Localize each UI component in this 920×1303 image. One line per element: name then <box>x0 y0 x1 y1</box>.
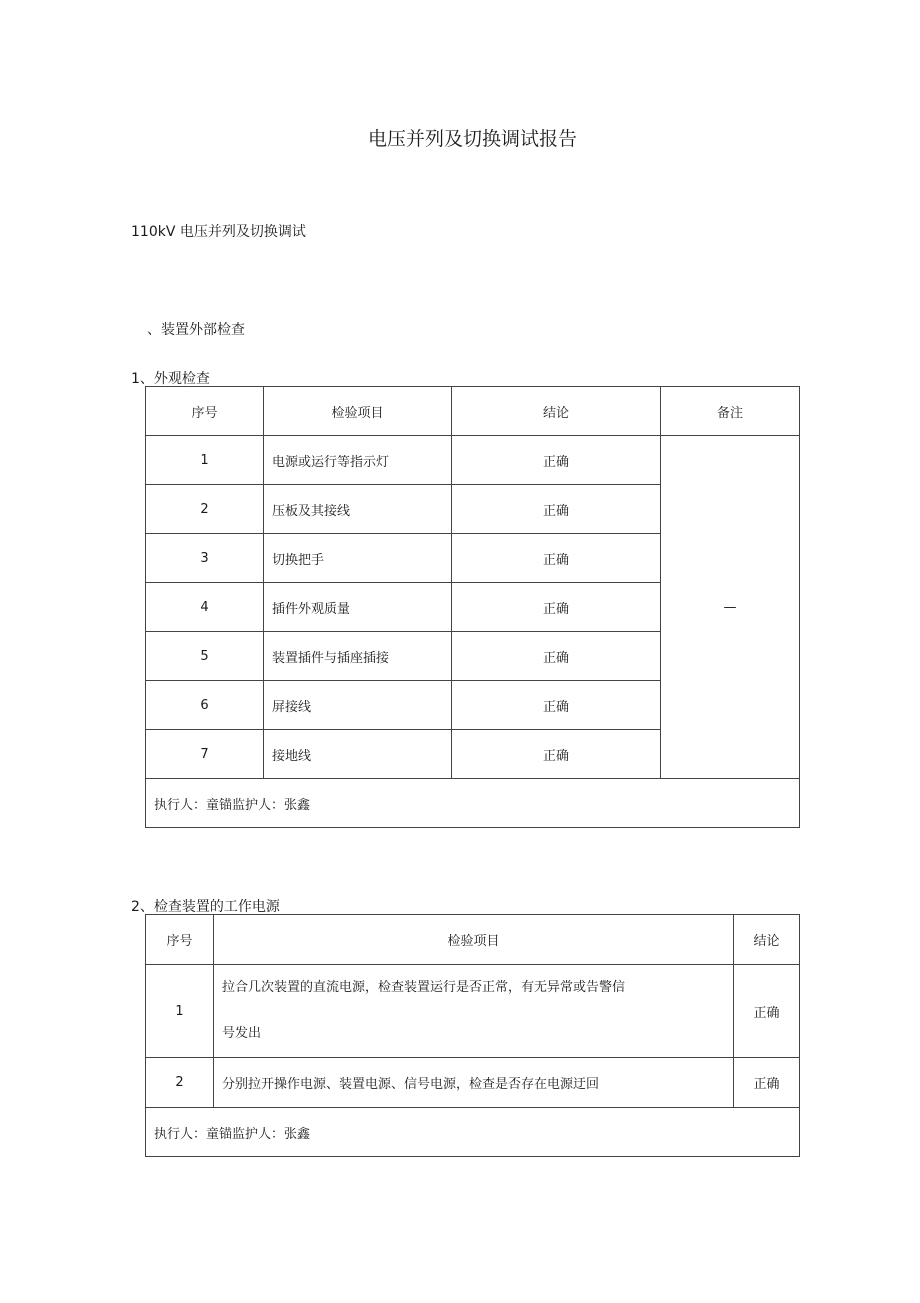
row-result: 正确 <box>452 632 661 681</box>
header-result: 结论 <box>452 387 661 436</box>
table-row <box>146 436 800 485</box>
row-item: 插件外观质量 <box>264 583 452 632</box>
header-item: 检验项目 <box>264 387 452 436</box>
row-item: 装置插件与插座插接 <box>264 632 452 681</box>
row-result: 正确 <box>452 436 661 485</box>
table-header-row <box>146 387 800 436</box>
table-row <box>146 965 800 1058</box>
row-item-line-2: 号发出 <box>222 1026 262 1041</box>
header-item: 检验项目 <box>214 915 734 965</box>
executor-line: 执行人：童锚监护人：张鑫 <box>146 1108 800 1157</box>
page-title: 电压并列及切换调试报告 <box>367 128 577 150</box>
header-no: 序号 <box>146 915 214 965</box>
row-item: 切换把手 <box>264 534 452 583</box>
row-result: 正确 <box>452 681 661 730</box>
table2-label: 2、检查装置的工作电源 <box>131 899 280 915</box>
row-item: 分别拉开操作电源、装置电源、信号电源，检查是否存在电源迂回 <box>214 1058 734 1108</box>
row-no: 5 <box>146 632 264 681</box>
row-result: 正确 <box>452 485 661 534</box>
row-result: 正确 <box>452 730 661 779</box>
row-result: 正确 <box>452 583 661 632</box>
report-subtitle: 110kV 电压并列及切换调试 <box>131 224 306 240</box>
table-footer-row <box>146 1108 800 1157</box>
row-no: 3 <box>146 534 264 583</box>
row-no: 1 <box>146 965 214 1058</box>
executor-line: 执行人：童锚监护人：张鑫 <box>146 779 800 828</box>
appearance-check-table <box>145 386 800 828</box>
remark-cell: — <box>661 436 800 779</box>
row-item: 屏接线 <box>264 681 452 730</box>
row-result: 正确 <box>452 534 661 583</box>
row-item-line-1: 拉合几次装置的直流电源，检查装置运行是否正常，有无异常或告警信 <box>222 980 626 995</box>
row-result: 正确 <box>734 965 800 1058</box>
row-no: 6 <box>146 681 264 730</box>
row-item: 电源或运行等指示灯 <box>264 436 452 485</box>
table1-label: 1、外观检查 <box>131 371 210 387</box>
section-heading: 、装置外部检查 <box>147 322 245 338</box>
table-header-row <box>146 915 800 965</box>
row-no: 2 <box>146 1058 214 1108</box>
row-no: 4 <box>146 583 264 632</box>
row-item <box>214 965 734 1058</box>
row-no: 2 <box>146 485 264 534</box>
header-result: 结论 <box>734 915 800 965</box>
table-row <box>146 1058 800 1108</box>
row-no: 1 <box>146 436 264 485</box>
header-remark: 备注 <box>661 387 800 436</box>
row-item: 压板及其接线 <box>264 485 452 534</box>
header-no: 序号 <box>146 387 264 436</box>
power-supply-check-table <box>145 914 800 1157</box>
table-footer-row <box>146 779 800 828</box>
row-item: 接地线 <box>264 730 452 779</box>
row-result: 正确 <box>734 1058 800 1108</box>
row-no: 7 <box>146 730 264 779</box>
